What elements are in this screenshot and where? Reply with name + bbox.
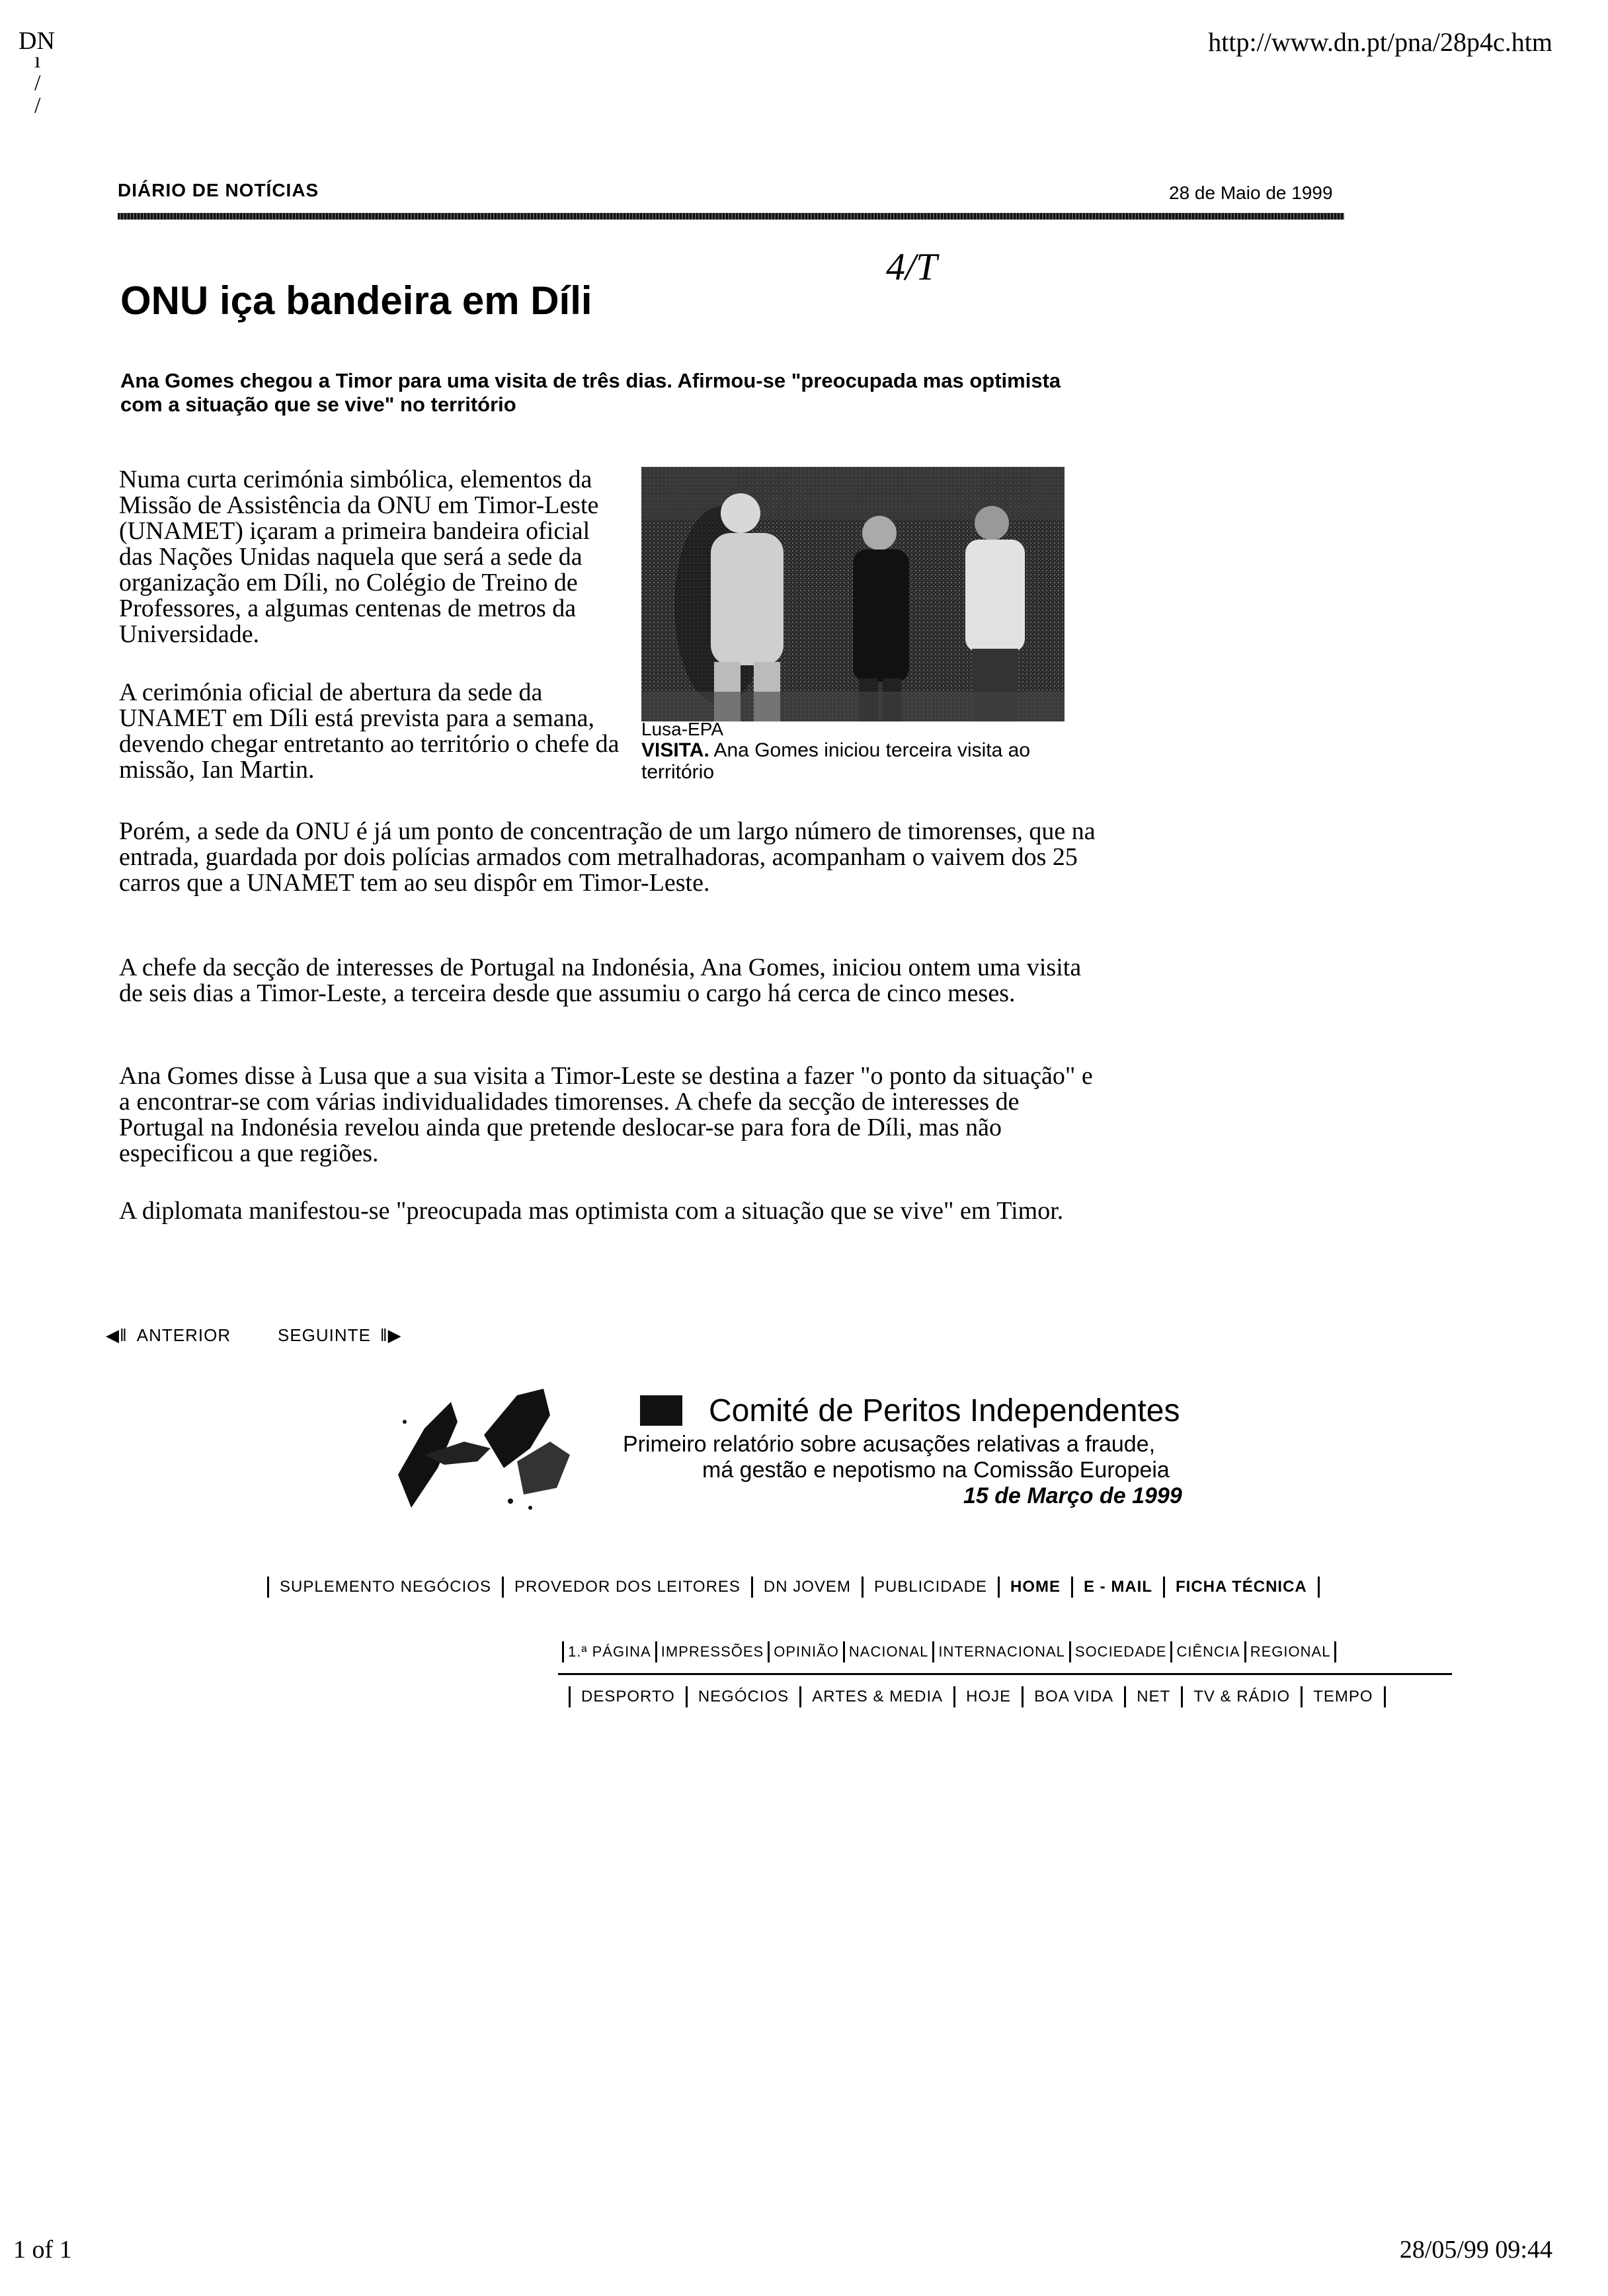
article-headline: ONU iça bandeira em Díli xyxy=(120,278,592,323)
article-paragraph-5: Ana Gomes disse à Lusa que a sua visita a Timor-Leste se destina a fazer "o ponto da situação" e a encontrar-se com várias individualidades timorenses. A chefe da secção de interesses de Portugal na Indonésia revelou ainda que pretende deslocar-se para fora de Díli, mas não especificou a que regiões. xyxy=(119,1062,1093,1167)
nav-hoje[interactable]: HOJE xyxy=(966,1688,1012,1705)
nav-separator xyxy=(1069,1641,1071,1662)
nav-tv-radio[interactable]: TV & RÁDIO xyxy=(1193,1688,1291,1705)
previous-label: ANTERIOR xyxy=(136,1325,231,1345)
photo-caption-label: VISITA. xyxy=(641,739,709,761)
article-paragraph-1: Numa curta cerimónia simbólica, elementos da Missão de Assistência da ONU em Timor-Leste (UNAMET) içaram a primeira bandeira oficial das Nações Unidas naquela que será a sede da organização em Díli, no Colégio de Treino de Professores, a algumas centenas de metros da Universidade. xyxy=(119,466,599,648)
nav-desporto[interactable]: DESPORTO xyxy=(581,1688,675,1705)
nav-divider xyxy=(558,1673,1452,1675)
nav-separator xyxy=(655,1641,657,1662)
nav-impressoes[interactable]: IMPRESSÕES xyxy=(661,1643,764,1660)
nav-separator xyxy=(1170,1641,1172,1662)
arrow-right-icon: ‖▶ xyxy=(380,1325,402,1345)
nav-separator xyxy=(1384,1686,1386,1707)
nav-dn-jovem[interactable]: DN JOVEM xyxy=(763,1578,851,1596)
article-paragraph-6: A diplomata manifestou-se "preocupada mas optimista com a situação que se vive" em Timor. xyxy=(119,1197,1064,1225)
print-page-number: 1 of 1 xyxy=(13,2236,72,2264)
nav-artes-media[interactable]: ARTES & MEDIA xyxy=(812,1688,944,1705)
article-paragraph-2: A cerimónia oficial de abertura da sede da UNAMET em Díli está prevista para a semana, devendo chegar entretanto ao território o chefe da missão, Ian Martin. xyxy=(119,678,620,784)
photo-caption xyxy=(641,739,1091,783)
ad-subtitle-line-2: má gestão e nepotismo na Comissão Europeia xyxy=(702,1457,1170,1483)
photo-credit: Lusa-EPA xyxy=(641,719,723,739)
ad-subtitle-line-1: Primeiro relatório sobre acusações relativas a fraude, xyxy=(623,1432,1156,1457)
article-lead: Ana Gomes chegou a Timor para uma visita de três dias. Afirmou-se "preocupada mas optimista com a situação que se vive" no território xyxy=(120,369,1061,416)
nav-separator xyxy=(1163,1577,1165,1598)
nav-ficha-tecnica[interactable]: FICHA TÉCNICA xyxy=(1175,1578,1307,1596)
article-paragraph-3: Porém, a sede da ONU é já um ponto de concentração de um largo número de timorenses, que na entrada, guardada por dois polícias armados com metralhadoras, acompanham o vaivem dos 25 carros que a UNAMET tem ao seu dispôr em Timor-Leste. xyxy=(119,817,1096,897)
nav-suplemento-negocios[interactable]: SUPLEMENTO NEGÓCIOS xyxy=(280,1578,491,1596)
article-paragraph-4: A chefe da secção de interesses de Portugal na Indonésia, Ana Gomes, iniciou ontem uma visita de seis dias a Timor-Leste, a terceira desde que assumiu o cargo há cerca de cinco meses. xyxy=(119,954,1082,1007)
next-article-link[interactable] xyxy=(278,1325,402,1346)
nav-negocios[interactable]: NEGÓCIOS xyxy=(698,1688,789,1705)
nav-separator xyxy=(932,1641,934,1662)
ad-title[interactable]: Comité de Peritos Independentes xyxy=(709,1393,1180,1428)
nav-opiniao[interactable]: OPINIÃO xyxy=(774,1643,839,1660)
nav-boa-vida[interactable]: BOA VIDA xyxy=(1034,1688,1114,1705)
nav-separator xyxy=(799,1686,801,1707)
nav-separator xyxy=(562,1641,564,1662)
nav-separator xyxy=(502,1577,504,1598)
site-nav-row-3 xyxy=(558,1686,1396,1707)
nav-separator xyxy=(267,1577,269,1598)
nav-separator xyxy=(1334,1641,1336,1662)
photo-caption-text: Ana Gomes iniciou terceira visita ao território xyxy=(641,739,1031,783)
nav-separator xyxy=(953,1686,955,1707)
nav-net[interactable]: NET xyxy=(1137,1688,1171,1705)
nav-provedor-dos-leitores[interactable]: PROVEDOR DOS LEITORES xyxy=(514,1578,741,1596)
print-corner-marks: ı / / xyxy=(34,48,41,118)
nav-separator xyxy=(1124,1686,1126,1707)
masthead-logo[interactable]: DIÁRIO DE NOTÍCIAS xyxy=(118,180,319,200)
nav-ciencia[interactable]: CIÊNCIA xyxy=(1176,1643,1240,1660)
eu-flag-icon xyxy=(640,1395,682,1426)
nav-sociedade[interactable]: SOCIEDADE xyxy=(1074,1643,1167,1660)
arrow-left-icon: ◀‖ xyxy=(106,1325,128,1345)
print-corner-label: DN xyxy=(19,27,55,55)
article-photo xyxy=(641,467,1065,721)
nav-email[interactable]: E - MAIL xyxy=(1083,1578,1152,1596)
publication-date: 28 de Maio de 1999 xyxy=(1169,183,1333,203)
nav-separator xyxy=(998,1577,1000,1598)
print-timestamp: 28/05/99 09:44 xyxy=(1399,2236,1552,2264)
site-nav-row-2 xyxy=(558,1641,1340,1662)
previous-article-link[interactable] xyxy=(106,1325,231,1346)
nav-separator xyxy=(569,1686,571,1707)
nav-separator xyxy=(843,1641,845,1662)
nav-publicidade[interactable]: PUBLICIDADE xyxy=(873,1578,987,1596)
nav-home[interactable]: HOME xyxy=(1010,1578,1061,1596)
nav-separator xyxy=(686,1686,688,1707)
nav-separator xyxy=(1244,1641,1246,1662)
print-url: http://www.dn.pt/pna/28p4c.htm xyxy=(1208,27,1552,57)
nav-separator xyxy=(751,1577,753,1598)
nav-internacional[interactable]: INTERNACIONAL xyxy=(938,1643,1065,1660)
masthead-divider xyxy=(118,213,1344,220)
nav-nacional[interactable]: NACIONAL xyxy=(848,1643,929,1660)
nav-separator xyxy=(1071,1577,1073,1598)
nav-separator xyxy=(1022,1686,1024,1707)
nav-tempo[interactable]: TEMPO xyxy=(1313,1688,1373,1705)
ad-emblem-icon[interactable] xyxy=(385,1375,583,1521)
ad-date: 15 de Março de 1999 xyxy=(963,1483,1182,1508)
handwritten-annotation: 4/T xyxy=(886,245,938,288)
nav-primeira-pagina[interactable]: 1.ª PÁGINA xyxy=(568,1643,651,1660)
nav-separator xyxy=(1301,1686,1303,1707)
nav-separator xyxy=(862,1577,864,1598)
site-nav-row-1 xyxy=(257,1577,1330,1598)
nav-separator xyxy=(768,1641,770,1662)
nav-regional[interactable]: REGIONAL xyxy=(1250,1643,1331,1660)
next-label: SEGUINTE xyxy=(278,1325,371,1345)
nav-separator xyxy=(1181,1686,1183,1707)
nav-separator xyxy=(1318,1577,1320,1598)
